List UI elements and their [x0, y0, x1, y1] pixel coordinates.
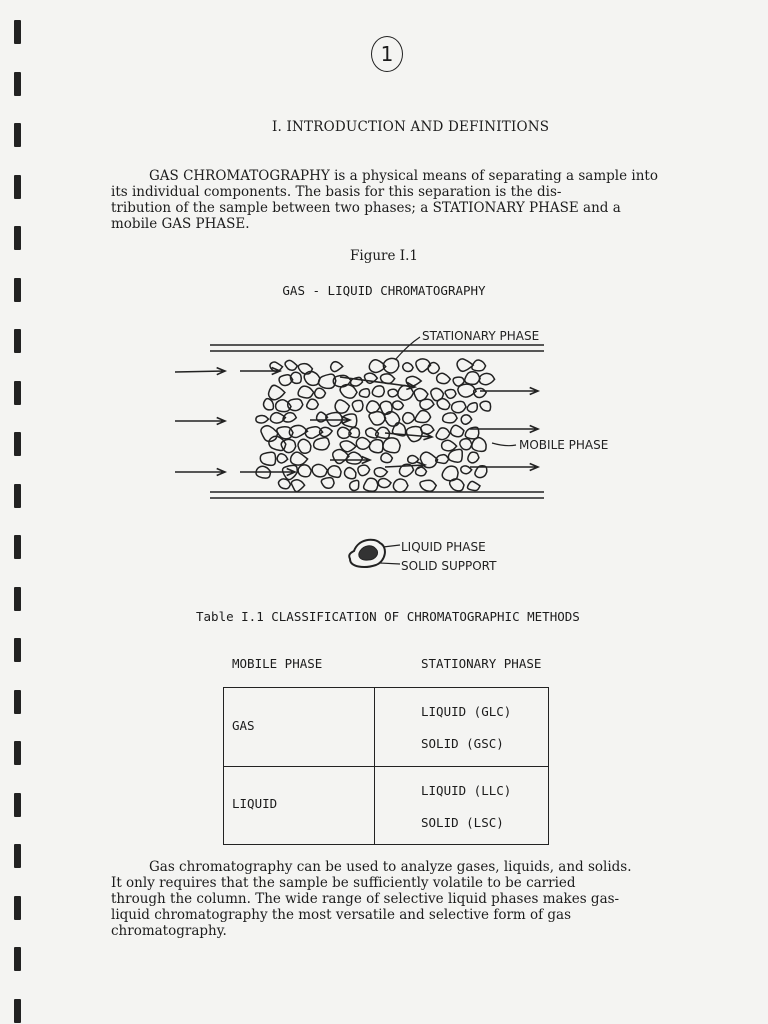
packing-particle	[298, 439, 311, 453]
binder-hole	[14, 999, 21, 1023]
packing-particle	[384, 412, 399, 427]
binder-hole	[14, 896, 21, 920]
binder-hole	[14, 947, 21, 971]
table-caption: Table I.1 CLASSIFICATION OF CHROMATOGRAPHIC METHODS	[196, 609, 580, 624]
packing-particle	[264, 399, 274, 410]
table-cell-stationary: LIQUID (LLC)	[421, 783, 512, 798]
packing-particle	[304, 371, 320, 385]
packing-particle	[359, 389, 369, 397]
packing-particle	[331, 362, 343, 372]
flow-arrow	[240, 367, 280, 374]
packing-particle	[347, 452, 363, 464]
binder-hole	[14, 20, 21, 44]
packing-particle	[285, 360, 297, 370]
closing-line: chromatography.	[111, 923, 227, 939]
packing-particle	[437, 373, 451, 383]
packing-particle	[291, 452, 308, 465]
packing-particle	[260, 452, 275, 465]
packing-particle	[451, 425, 464, 436]
packing-particle	[393, 401, 404, 410]
packing-particle	[314, 438, 330, 450]
binder-hole	[14, 690, 21, 714]
column-walls	[210, 345, 544, 498]
table-cell-mobile: GAS	[232, 718, 255, 733]
packing-particle	[468, 452, 479, 463]
packing-particle	[421, 424, 434, 433]
packing-particle	[403, 413, 415, 424]
packing-particle	[437, 399, 450, 410]
packing-particle	[352, 400, 363, 411]
page-number-text: 1	[380, 42, 394, 66]
packing-particle	[321, 478, 334, 489]
packing-particle	[307, 399, 319, 409]
classification-table	[223, 687, 549, 845]
packing-particle	[369, 440, 383, 453]
packing-particle	[460, 439, 472, 450]
flow-arrow	[240, 468, 295, 475]
packing-particle	[358, 465, 370, 476]
packing-particle	[465, 372, 480, 385]
binder-hole	[14, 484, 21, 508]
packing-particle	[356, 438, 370, 450]
packing-particle	[406, 376, 421, 386]
packing-particle	[372, 386, 384, 397]
packing-particle	[298, 465, 311, 477]
section-heading: I. INTRODUCTION AND DEFINITIONS	[272, 119, 550, 135]
flow-arrow	[175, 368, 225, 375]
binder-hole	[14, 535, 21, 559]
packing-particle	[364, 478, 378, 491]
packing-particle	[403, 363, 413, 372]
packing-particle	[450, 479, 464, 491]
packing-particle	[420, 480, 436, 491]
packing-particle	[298, 364, 312, 374]
packing-particle	[474, 388, 487, 397]
packing-particle	[381, 453, 393, 463]
closing-paragraph	[111, 859, 671, 939]
packing-particle	[312, 464, 327, 476]
packing-particle	[378, 479, 391, 488]
column-header-stationary-phase: STATIONARY PHASE	[421, 656, 542, 671]
binder-holes	[12, 0, 26, 1024]
liquid-phase-label: LIQUID PHASE	[401, 540, 486, 554]
binder-hole	[14, 793, 21, 817]
table-divider-horizontal	[224, 766, 548, 767]
packing-particle	[467, 403, 477, 412]
packing-particle	[480, 401, 491, 411]
binder-hole	[14, 226, 21, 250]
packing-particle	[442, 440, 457, 451]
packing-particle	[443, 413, 457, 423]
binder-hole	[14, 844, 21, 868]
flow-arrow	[175, 417, 225, 424]
intro-paragraph	[111, 168, 671, 232]
intro-line: tribution of the sample between two phases; a STATIONARY PHASE and a	[111, 200, 621, 216]
legend-leaders	[380, 545, 400, 564]
packing-particle	[406, 427, 422, 442]
binder-hole	[14, 432, 21, 456]
closing-line: through the column. The wide range of selective liquid phases makes gas-	[111, 891, 620, 907]
table-cell-stationary: SOLID (GSC)	[421, 736, 504, 751]
closing-line: Gas chromatography can be used to analyze gases, liquids, and solids.	[149, 859, 632, 875]
packing-particle	[468, 481, 481, 490]
packing-particle	[436, 428, 450, 440]
packing-particle	[256, 416, 269, 423]
packing-particle	[472, 438, 486, 452]
coated-particle-icon	[349, 540, 385, 567]
stationary-phase-label: STATIONARY PHASE	[422, 329, 540, 343]
packing-particle	[298, 386, 314, 398]
closing-line: It only requires that the sample be sufficiently volatile to be carried	[111, 875, 576, 891]
intro-line: GAS CHROMATOGRAPHY is a physical means of separating a sample into	[149, 168, 658, 184]
binder-hole	[14, 123, 21, 147]
flow-arrow	[480, 387, 538, 394]
figure-label: Figure I.1	[350, 248, 418, 264]
flow-arrow	[470, 425, 538, 432]
packing-particle	[369, 412, 386, 425]
packing-particle	[479, 373, 494, 384]
binder-hole	[14, 638, 21, 662]
packing-particle	[428, 362, 439, 373]
packing-particle	[374, 468, 387, 477]
figure-title: GAS - LIQUID CHROMATOGRAPHY	[282, 283, 486, 298]
column-header-mobile-phase: MOBILE PHASE	[232, 656, 323, 671]
closing-line: liquid chromatography the most versatile and selective form of gas	[111, 907, 572, 923]
packing-particle	[277, 454, 288, 463]
flow-arrow	[385, 462, 425, 469]
packing-particle	[315, 388, 326, 398]
binder-hole	[14, 175, 21, 199]
packing-particle	[388, 389, 398, 397]
binder-hole	[14, 329, 21, 353]
binder-hole	[14, 741, 21, 765]
packing-particle	[420, 399, 434, 409]
intro-line: mobile GAS PHASE.	[111, 216, 250, 232]
binder-hole	[14, 587, 21, 611]
mobile-phase-label: MOBILE PHASE	[519, 438, 609, 452]
solid-support-label: SOLID SUPPORT	[401, 559, 497, 573]
packing-particle	[269, 385, 285, 399]
binder-hole	[14, 381, 21, 405]
packing-particle	[452, 401, 466, 412]
packing-particle	[291, 480, 304, 492]
flow-arrow	[470, 463, 538, 470]
packing-particle	[457, 359, 473, 371]
packing-particle	[393, 479, 408, 492]
flow-arrow	[175, 468, 225, 475]
packing-particle	[350, 480, 359, 490]
packing-particle	[328, 466, 341, 478]
packing-particle	[445, 389, 456, 398]
packing-particle	[383, 438, 400, 453]
packing-particle	[335, 400, 349, 413]
table-cell-mobile: LIQUID	[232, 796, 278, 811]
packing-particle	[278, 479, 290, 489]
page-number	[371, 36, 403, 72]
binder-hole	[14, 72, 21, 96]
table-cell-stationary: SOLID (LSC)	[421, 815, 504, 830]
intro-line: its individual components. The basis for this separation is the dis-	[111, 184, 562, 200]
packing-particle	[415, 411, 430, 423]
gas-liquid-chromatography-diagram	[170, 325, 630, 585]
packing-particle	[461, 415, 472, 424]
table-cell-stationary: LIQUID (GLC)	[421, 704, 512, 719]
packing-particle	[345, 468, 356, 479]
